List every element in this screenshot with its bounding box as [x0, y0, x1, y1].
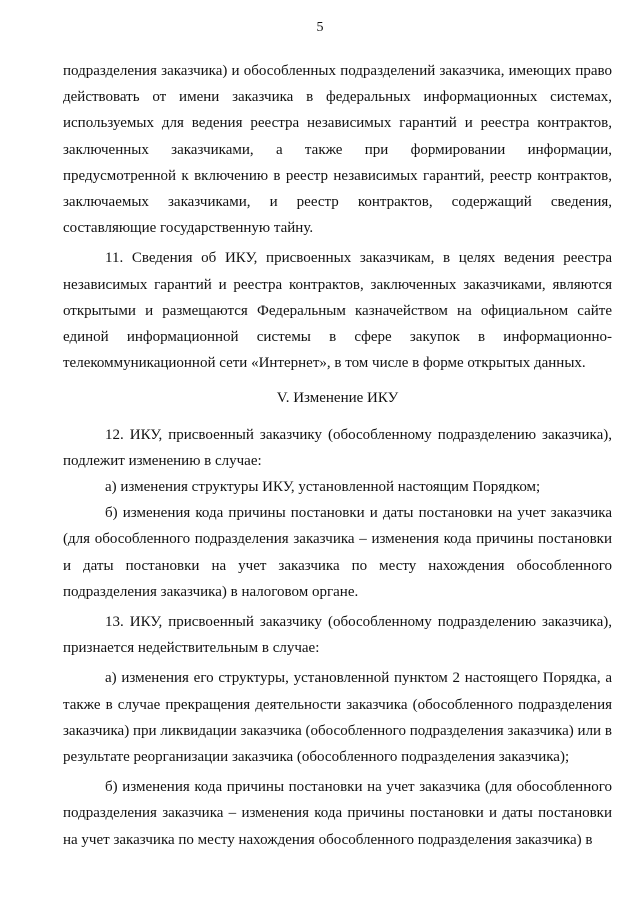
paragraph-clause-13-b: б) изменения кода причины постановки на учет заказчика (для обособленного подразделения заказчика – изменения кода причины постановки и даты постановки на учет заказчика по месту нахождения обособленного подразделения заказчика) в: [63, 779, 612, 848]
paragraph-clause-13: 13. ИКУ, присвоенный заказчику (обособленному подразделению заказчика), признается недействительным в случае:: [63, 614, 612, 657]
page-number: 5: [316, 20, 324, 35]
paragraph-clause-12-b: б) изменения кода причины постановки и даты постановки на учет заказчика (для обособленного подразделения заказчика – изменения кода причины постановки и даты постановки на учет заказчика по месту нахождения обособленного подразделения заказчика) в налоговом органе.: [63, 505, 612, 600]
section-heading: V. Изменение ИКУ: [276, 390, 399, 407]
paragraph-clause-12-a: а) изменения структуры ИКУ, установленной настоящим Порядком;: [105, 479, 541, 496]
paragraph-clause-11: 11. Сведения об ИКУ, присвоенных заказчикам, в целях ведения реестра независимых гарантий и реестра контрактов, заключенных заказчиками, являются открытыми и размещаются Федеральным казначейством на официальном сайте единой информационной системы в сфере закупок в информационно-телекоммуникационной сети «Интернет», в том числе в форме открытых данных.: [63, 250, 612, 372]
paragraph-clause-12: 12. ИКУ, присвоенный заказчику (обособленному подразделению заказчика), подлежит изменению в случае:: [63, 426, 612, 469]
paragraph-continuation: подразделения заказчика) и обособленных подразделений заказчика, имеющих право действовать от имени заказчика в федеральных информационных системах, используемых для ведения реестра независимых гарантий и реестра контрактов, заключенных заказчиками, а также при формировании информации, предусмотренной к включению в реестр независимых гарантий, реестр контрактов, заключаемых заказчиками, и реестр контрактов, содержащий сведения, составляющие государственную тайну.: [63, 63, 612, 237]
paragraph-clause-13-a: а) изменения его структуры, установленной пунктом 2 настоящего Порядка, а также в случае прекращения деятельности заказчика (обособленного подразделения заказчика) при ликвидации заказчика (обособленного подразделения заказчика) или в результате реорганизации заказчика (обособленного подразделения заказчика);: [63, 670, 612, 766]
document-body: [63, 58, 612, 853]
